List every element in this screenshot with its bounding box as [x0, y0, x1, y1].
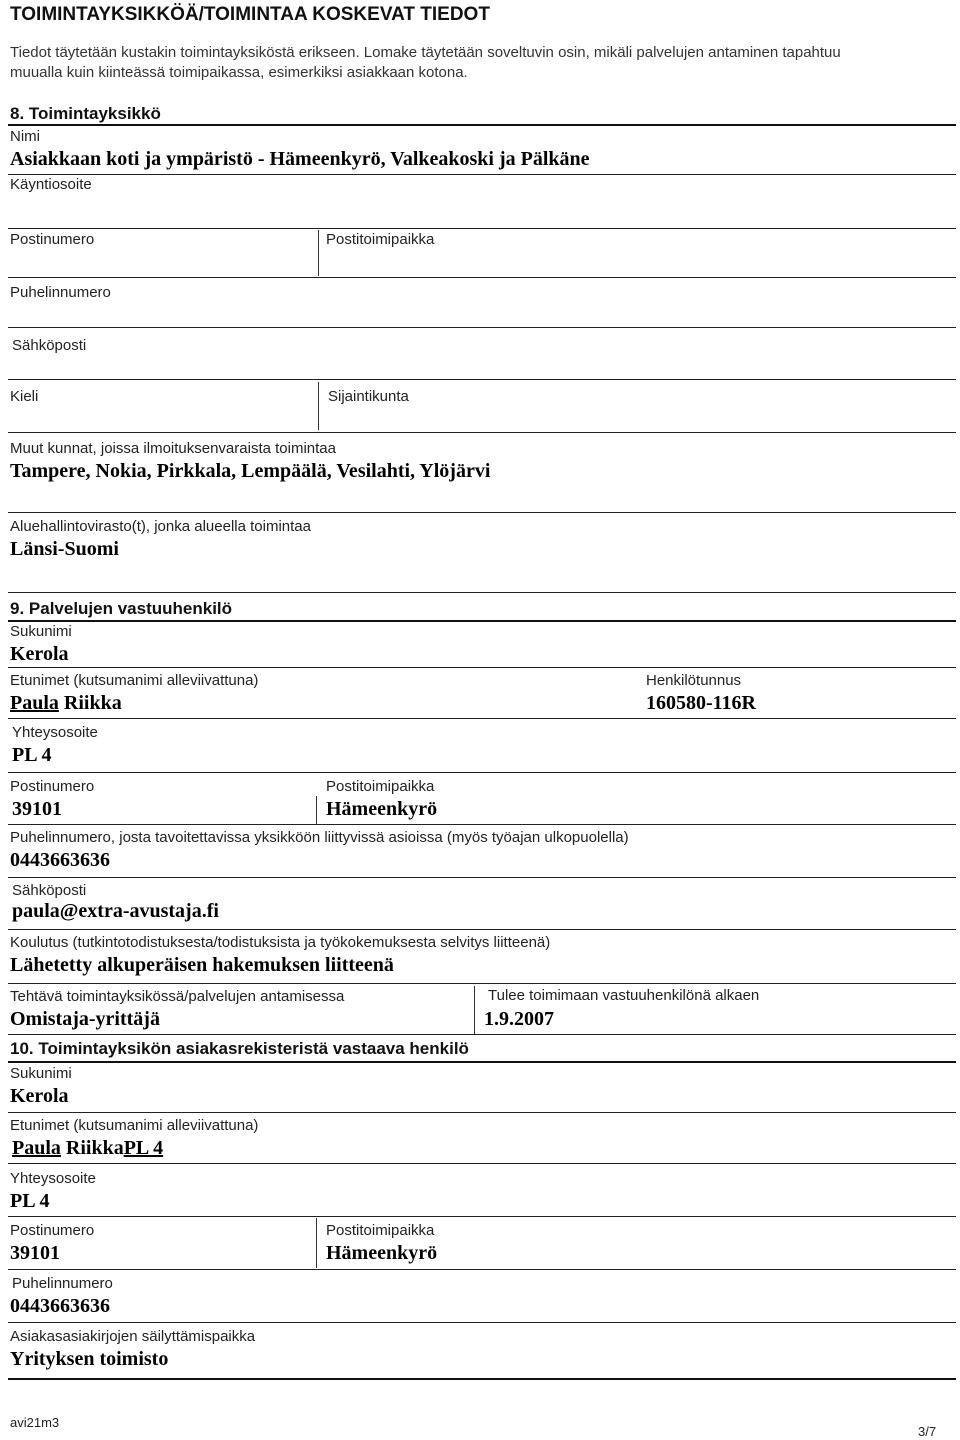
stray-text: PL 4 — [123, 1137, 164, 1159]
intro-line-1: Tiedot täytetään kustakin toimintayksiköstä erikseen. Lomake täytetään soveltuvin osin, mikäli palvelujen antaminen tapahtuu — [10, 44, 841, 61]
divider — [8, 592, 956, 593]
postinumero-label: Postinumero — [10, 778, 95, 795]
etunimet-label: Etunimet (kutsumanimi alleviivattuna) — [10, 1117, 259, 1134]
divider — [8, 620, 956, 622]
postinumero-label: Postinumero — [10, 231, 95, 248]
koulutus-label: Koulutus (tutkintotodistuksesta/todistuksista ja työkokemuksesta selvitys liitteenä) — [10, 934, 551, 951]
etunimet-value — [12, 1137, 163, 1160]
avi-label: Aluehallintovirasto(t), jonka alueella toimintaa — [10, 518, 311, 535]
divider — [8, 1112, 956, 1113]
divider — [316, 796, 317, 824]
henkilotunnus-label: Henkilötunnus — [646, 672, 742, 689]
divider — [8, 929, 956, 930]
yhteysosoite-label: Yhteysosoite — [12, 724, 98, 741]
sahkoposti-label: Sähköposti — [12, 882, 87, 899]
postinumero-value: 39101 — [12, 798, 62, 820]
etunimet-value — [10, 692, 122, 715]
muut-kunnat-label: Muut kunnat, joissa ilmoituksenvaraista toimintaa — [10, 440, 336, 457]
nimi-label: Nimi — [10, 128, 40, 145]
postitoimipaikka-value: Hämeenkyrö — [326, 1242, 438, 1264]
divider — [8, 1322, 956, 1323]
sukunimi-value: Kerola — [10, 643, 69, 665]
kayntiosoite-label: Käyntiosoite — [10, 176, 92, 193]
tehtava-value: Omistaja-yrittäjä — [10, 1008, 160, 1030]
divider — [8, 432, 956, 433]
other-names: Riikka — [58, 692, 122, 714]
divider — [8, 772, 956, 773]
divider — [8, 718, 956, 719]
divider — [8, 877, 956, 878]
divider — [8, 124, 956, 126]
nimi-value: Asiakkaan koti ja ympäristö - Hämeenkyrö, Valkeakoski ja Pälkäne — [10, 148, 590, 170]
divider — [8, 983, 956, 984]
puhelinnumero-label: Puhelinnumero — [10, 284, 111, 301]
postitoimipaikka-label: Postitoimipaikka — [326, 778, 435, 795]
muut-kunnat-value: Tampere, Nokia, Pirkkala, Lempäälä, Vesilahti, Ylöjärvi — [10, 460, 491, 482]
divider — [316, 1218, 317, 1268]
divider — [8, 277, 956, 278]
page-number: 3/7 — [918, 1424, 937, 1439]
puhelin-label: Puhelinnumero, josta tavoitettavissa yksikköön liittyvissä asioissa (myös työajan ulkopuolella) — [10, 829, 629, 846]
puhelin-value: 0443663636 — [10, 849, 110, 871]
alkaen-label: Tulee toimimaan vastuuhenkilönä alkaen — [488, 987, 760, 1004]
divider — [474, 986, 475, 1034]
divider — [8, 512, 956, 513]
form-code: avi21m3 — [10, 1415, 60, 1430]
divider — [8, 379, 956, 380]
yhteysosoite-value: PL 4 — [12, 744, 52, 766]
sukunimi-value: Kerola — [10, 1085, 69, 1107]
call-name: Paula — [12, 1137, 61, 1159]
divider — [8, 174, 956, 175]
sailytys-value: Yrityksen toimisto — [10, 1348, 169, 1370]
divider — [8, 1216, 956, 1217]
postitoimipaikka-label: Postitoimipaikka — [326, 231, 435, 248]
alkaen-value: 1.9.2007 — [484, 1008, 554, 1030]
section-10-heading: 10. Toimintayksikön asiakasrekisteristä vastaava henkilö — [10, 1039, 469, 1058]
postinumero-label: Postinumero — [10, 1222, 95, 1239]
divider — [8, 1269, 956, 1270]
divider — [8, 1378, 956, 1380]
sijaintikunta-label: Sijaintikunta — [328, 388, 409, 405]
etunimet-label: Etunimet (kutsumanimi alleviivattuna) — [10, 672, 259, 689]
yhteysosoite-label: Yhteysosoite — [10, 1170, 96, 1187]
divider — [318, 382, 319, 430]
section-9-heading: 9. Palvelujen vastuuhenkilö — [10, 599, 233, 618]
tehtava-label: Tehtävä toimintayksikössä/palvelujen antamisessa — [10, 988, 345, 1005]
henkilotunnus-value: 160580-116R — [646, 692, 756, 714]
divider — [8, 667, 956, 668]
sailytys-label: Asiakasasiakirjojen säilyttämispaikka — [10, 1328, 256, 1345]
divider — [8, 1163, 956, 1164]
section-8-heading: 8. Toimintayksikkö — [10, 104, 161, 123]
postitoimipaikka-value: Hämeenkyrö — [326, 798, 438, 820]
page-title: TOIMINTAYKSIKKÖÄ/TOIMINTAA KOSKEVAT TIEDOT — [10, 4, 490, 25]
sukunimi-label: Sukunimi — [10, 1065, 72, 1082]
divider — [8, 327, 956, 328]
kieli-label: Kieli — [10, 388, 39, 405]
divider — [8, 1034, 956, 1035]
yhteysosoite-value: PL 4 — [10, 1190, 50, 1212]
sahkoposti-label: Sähköposti — [12, 337, 87, 354]
sahkoposti-value: paula@extra-avustaja.fi — [12, 900, 219, 922]
avi-value: Länsi-Suomi — [10, 538, 119, 560]
other-names: Riikka — [60, 1137, 124, 1159]
puhelinnumero-label: Puhelinnumero — [12, 1275, 113, 1292]
koulutus-value: Lähetetty alkuperäisen hakemuksen liitteenä — [10, 954, 394, 976]
puhelinnumero-value: 0443663636 — [10, 1295, 110, 1317]
divider — [8, 228, 956, 229]
postitoimipaikka-label: Postitoimipaikka — [326, 1222, 435, 1239]
divider — [8, 824, 956, 825]
call-name: Paula — [10, 692, 59, 714]
divider — [318, 230, 319, 276]
intro-line-2: muualla kuin kiinteässä toimipaikassa, esimerkiksi asiakkaan kotona. — [10, 64, 468, 81]
postinumero-value: 39101 — [10, 1242, 60, 1264]
divider — [8, 1061, 956, 1063]
sukunimi-label: Sukunimi — [10, 623, 72, 640]
